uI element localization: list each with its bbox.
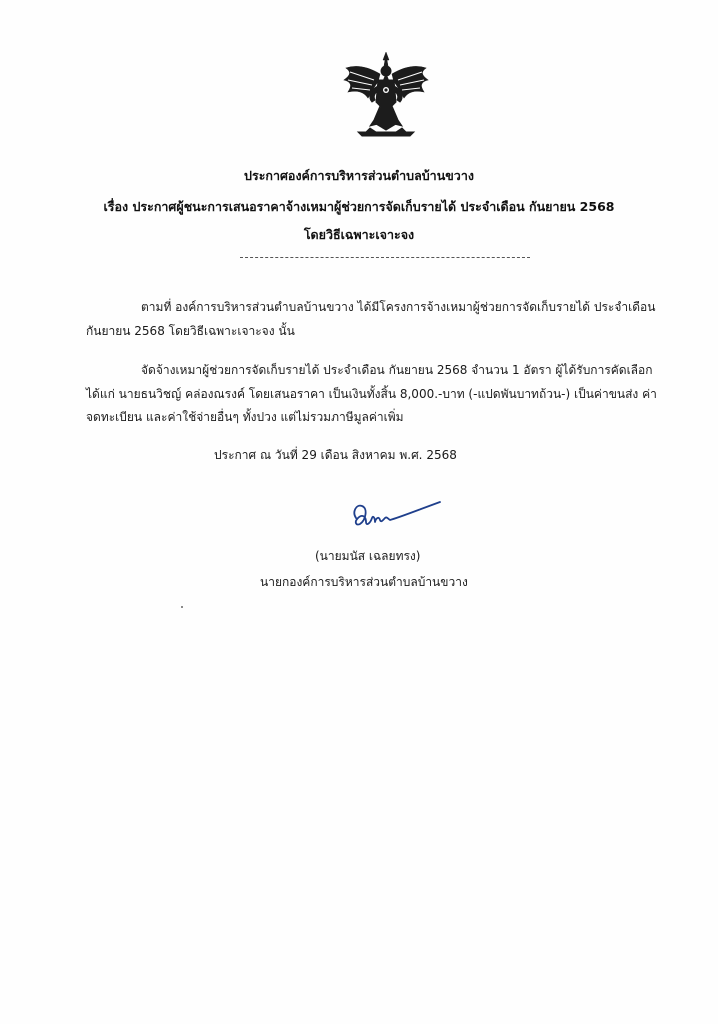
announcement-date: ประกาศ ณ วันที่ 29 เดือน สิงหาคม พ.ศ. 2568 [214, 448, 457, 462]
garuda-emblem-icon [340, 50, 432, 142]
paragraph-1-line-1: ตามที่ องค์การบริหารส่วนตำบลบ้านขวาง ได้มีโครงการจ้างเหมาผู้ช่วยการจัดเก็บรายได้ ประจำเดือน [141, 300, 656, 314]
paragraph-2-line-2: ได้แก่ นายธนวิชญ์ คล่องณรงค์ โดยเสนอราคา เป็นเงินทั้งสิ้น 8,000.-บาท (-แปดพันบาทถ้วน-) เป็นค่าขนส่ง ค่า [86, 387, 657, 401]
signature-image [348, 498, 444, 534]
paragraph-2-line-3: จดทะเบียน และค่าใช้จ่ายอื่นๆ ทั้งปวง แต่ไม่รวมภาษีมูลค่าเพิ่ม [86, 410, 404, 424]
signatory-name: (นายมนัส เฉลยทรง) [315, 549, 421, 563]
paragraph-1-line-2: กันยายน 2568 โดยวิธีเฉพาะเจาะจง นั้น [86, 324, 295, 338]
agency-heading: ประกาศองค์การบริหารส่วนตำบลบ้านขวาง [244, 168, 474, 183]
signatory-position: นายกองค์การบริหารส่วนตำบลบ้านขวาง [260, 575, 468, 589]
scan-speck [181, 606, 183, 608]
heading-divider [240, 257, 530, 258]
subject-heading: เรื่อง ประกาศผู้ชนะการเสนอราคาจ้างเหมาผู้ช่วยการจัดเก็บรายได้ ประจำเดือน กันยายน 2568 [103, 199, 615, 214]
method-heading: โดยวิธีเฉพาะเจาะจง [303, 227, 415, 242]
paragraph-2-line-1: จัดจ้างเหมาผู้ช่วยการจัดเก็บรายได้ ประจำเดือน กันยายน 2568 จำนวน 1 อัตรา ผู้ได้รับการคัดเลือก [141, 363, 653, 377]
